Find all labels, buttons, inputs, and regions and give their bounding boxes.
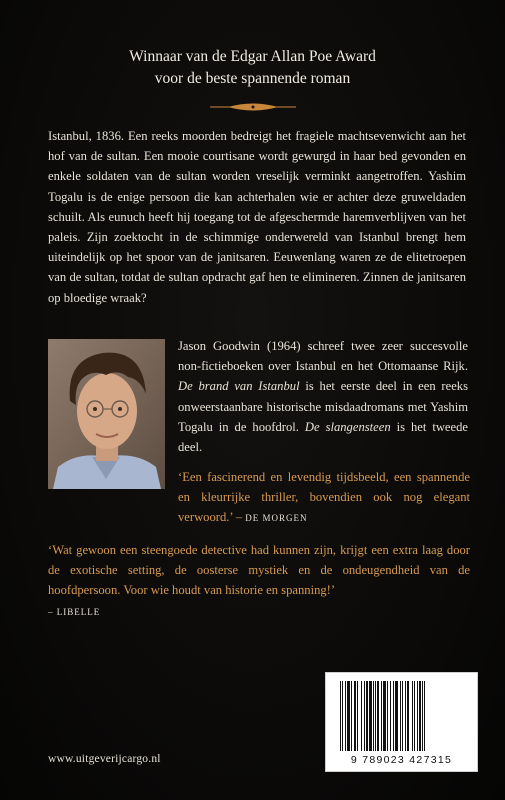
bio-text-1: Jason Goodwin (1964) schreef twee zeer succesvolle non-fictieboeken over Istanbul en het Ottomaanse Rijk. bbox=[178, 339, 468, 374]
author-bio bbox=[178, 336, 468, 457]
review-quote-libelle bbox=[48, 540, 470, 622]
synopsis-paragraph: Istanbul, 1836. Een reeks moorden bedreigt het fragiele machtsevenwicht aan het hof van de sultan. Een mooie courtisane wordt gewurgd in haar bed gevonden en enkele soldaten van de sultan worden vreselijk verminkt aangetroffen. Yashim Togalu is de enige persoon die kan achterhalen wie er achter deze gruweldaden schuilt. Als eunuch heeft hij toegang tot de afgeschermde haremverblijven van het paleis. Zijn zoektocht in de schimmige onderwereld van Istanbul brengt hem uiteindelijk op het spoor van de janitsaren. Eeuwenlang waren ze de elitetroepen van de sultan, totdat de sultan opdracht gaf hen te elimineren. Zinnen de janitsaren op bloedige wraak? bbox=[48, 129, 466, 305]
award-line-2: voor de beste spannende roman bbox=[154, 70, 351, 87]
bio-book-title-2: De slangensteen bbox=[304, 419, 391, 434]
ornament-divider-icon bbox=[208, 101, 298, 113]
quote-source: – LIBELLE bbox=[48, 606, 101, 617]
isbn-barcode bbox=[325, 672, 478, 772]
author-photo bbox=[48, 339, 165, 489]
quote-text: ‘Een fascinerend en levendig tijdsbeeld, een spannende en kleurrijke thriller, bovendien ook nog elegant verwoord.’ – bbox=[178, 470, 470, 525]
quote-text: ‘Wat gewoon een steengoede detective had kunnen zijn, krijgt een extra laag door de exotische setting, de oosterse mystiek en de ondeugendheid van de hoofdpersoon. Voor wie houdt van historie en spanning!’ bbox=[48, 543, 470, 598]
award-line-1: Winnaar van de Edgar Allan Poe Award bbox=[129, 48, 376, 65]
isbn-number: 9 789023 427315 bbox=[350, 754, 453, 766]
quote-source: DE MORGEN bbox=[245, 513, 308, 524]
bio-book-title-1: De brand van Istanbul bbox=[178, 379, 300, 394]
review-quote-de-morgen bbox=[178, 467, 470, 529]
bio-text-3: is het tweede deel. bbox=[178, 419, 468, 455]
bio-text-2: is het eerste deel in een reeks onweerstaanbare historische misdaadromans met Yashim Togalu in de hoofdrol. bbox=[178, 379, 468, 434]
award-heading bbox=[0, 46, 505, 90]
publisher-website[interactable]: www.uitgeverijcargo.nl bbox=[48, 753, 161, 765]
